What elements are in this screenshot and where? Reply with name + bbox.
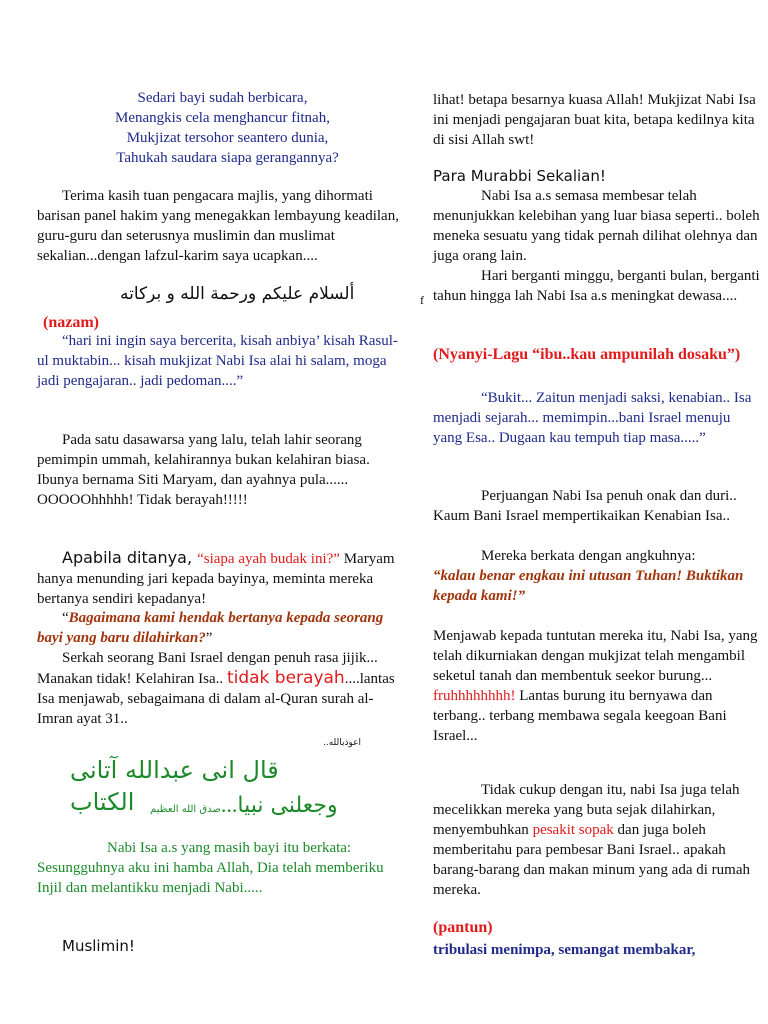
nyanyi-heading: (Nyanyi-Lagu “ibu..kau ampunilah dosaku”) bbox=[433, 346, 741, 363]
pantun-label: (pantun) bbox=[433, 919, 493, 936]
healing-rest: dan juga boleh memberitahu para pembesar Bani Israel.. apakah barang-barang dan makan minum yang ada di rumah mereka. bbox=[433, 822, 750, 898]
challenge-quote: “kalau benar engkau ini utusan Tuhan! Buktikan kepada kami!” bbox=[433, 568, 744, 604]
bukit-song: “Bukit... Zaitun menjadi saksi, kenabian.. Isa menjadi sejarah... memimpin...bani Israel menuju yang Esa.. Dugaan kau tempuh tiap masa.....” bbox=[433, 390, 752, 446]
question-lead: Apabila ditanya, bbox=[62, 548, 198, 567]
poem-line: Sedari bayi sudah berbicara, bbox=[137, 90, 308, 106]
serkah-rest: ....lantas Isa menjawab, sebagaimana di dalam al-Quran surah al-Imran ayat 31.. bbox=[37, 671, 395, 727]
healing-paragraph bbox=[433, 780, 768, 900]
audhu-arabic: اعوذبالله.. bbox=[323, 738, 362, 748]
quote-open: “ bbox=[62, 610, 69, 626]
ayat-line-1: قال انى عبدالله آتانى الكتاب bbox=[70, 756, 279, 816]
perjuangan-paragraph: Perjuangan Nabi Isa penuh onak dan duri.. Kaum Bani Israel mempertikaikan Kenabian Isa.. bbox=[433, 488, 737, 524]
birth-paragraph: Pada satu dasawarsa yang lalu, telah lahir seorang pemimpin ummah, kelahirannya bukan kelahiran biasa. Ibunya bernama Siti Maryam, dan ayahnya pula...... OOOOOhhhhh! Tidak berayah!!!!! bbox=[37, 432, 370, 508]
bird-miracle-paragraph bbox=[433, 626, 768, 746]
menjawab-text: Menjawab kepada tuntutan mereka itu, Nabi Isa, yang telah dikurniakan dengan mukjizat telah mengambil seketul tanah dan membentuk seekor burung... bbox=[433, 628, 758, 684]
quote-italic: Bagaimana kami hendak bertanya kepada seorang bayi yang baru dilahirkan? bbox=[37, 610, 384, 646]
tidak-berayah: tidak berayah bbox=[226, 668, 345, 688]
opening-poem bbox=[0, 88, 455, 168]
tidak-cukup-text: Tidak cukup dengan itu, nabi Isa juga telah mecelikkan mereka yang buta sejak dilahirkan, menyembuhkan bbox=[433, 782, 740, 838]
poem-line: Mukjizat tersohor seantero dunia, bbox=[126, 130, 329, 146]
nazam-text: “hari ini ingin saya bercerita, kisah anbiya’ kisah Rasul-ul muktabin... kisah mukjizat Nabi Isa alai hi salam, moga jadi pengajaran.. jadi pedoman....” bbox=[37, 333, 398, 389]
stray-mark: f bbox=[420, 293, 424, 307]
growing-paragraph: Nabi Isa a.s semasa membesar telah menunjukkan kelebihan yang luar biasa seperti.. boleh meneka sesuatu yang tidak pernah dilihat olehnya dan juga orang lain. bbox=[433, 188, 760, 264]
question-rest: Maryam hanya menunding jari kepada bayinya, meminta mereka bertanya sendiri kepadanya! bbox=[37, 551, 395, 607]
pesakit-sopak: pesakit sopak bbox=[532, 822, 614, 838]
ayat-line-2: وجعلنى نبيا bbox=[237, 793, 338, 818]
serkah-paragraph bbox=[37, 648, 409, 729]
quote-close: ” bbox=[205, 630, 213, 646]
poem-line: Tahukah saudara siapa gerangannya? bbox=[116, 150, 339, 166]
question-paragraph bbox=[37, 548, 409, 609]
nabi-isa-line: Nabi Isa a.s yang masih bayi itu berkata: bbox=[107, 840, 352, 856]
salam-arabic: ألسلام عليكم ورحمة الله و بركاته bbox=[120, 284, 355, 304]
fruh-sound: fruhhhhhhhh! bbox=[433, 688, 516, 704]
pantun-line: tribulasi menimpa, semangat membakar, bbox=[433, 942, 696, 958]
question-red: “siapa ayah budak ini?” bbox=[197, 551, 340, 567]
nazam-label: (nazam) bbox=[43, 314, 99, 331]
ayat-line-2-row bbox=[150, 790, 390, 825]
bani-israel-quote bbox=[37, 608, 409, 648]
muslimin-heading: Muslimin! bbox=[62, 937, 135, 955]
time-paragraph: Hari berganti minggu, berganti bulan, berganti tahun hingga lah Nabi Isa a.s meningkat dewasa.... bbox=[433, 268, 760, 304]
nabi-isa-text: Sesungguhnya aku ini hamba Allah, Dia telah memberiku Injil dan melantikku menjadi Nabi..... bbox=[37, 860, 384, 896]
ayat-dots: ... bbox=[220, 792, 238, 817]
mereka-berkata: Mereka berkata dengan angkuhnya: bbox=[481, 548, 696, 564]
poem-line: Menangkis cela menghancur fitnah, bbox=[115, 110, 330, 126]
para-murabbi-heading: Para Murabbi Sekalian! bbox=[433, 167, 606, 185]
intro-paragraph: Terima kasih tuan pengacara majlis, yang dihormati barisan panel hakim yang menegakkan lembayung keadilan, guru-guru dan seterusnya muslimin dan muslimat sekalian...dengan lafzul-karim saya ucapkan.... bbox=[37, 188, 399, 264]
fruh-rest: Lantas burung itu bernyawa dan terbang.. terbang membawa segala keegoan Bani Israel... bbox=[433, 688, 727, 744]
serkah-text: Serkah seorang Bani Israel dengan penuh rasa jijik... Manakan tidak! Kelahiran Isa.. bbox=[37, 650, 378, 687]
miracle-lesson: lihat! betapa besarnya kuasa Allah! Mukjizat Nabi Isa ini menjadi pengajaran buat kita, betapa kedilnya kita di sisi Allah swt! bbox=[433, 92, 756, 148]
sadaqa-arabic: صدق الله العظيم bbox=[150, 804, 221, 815]
